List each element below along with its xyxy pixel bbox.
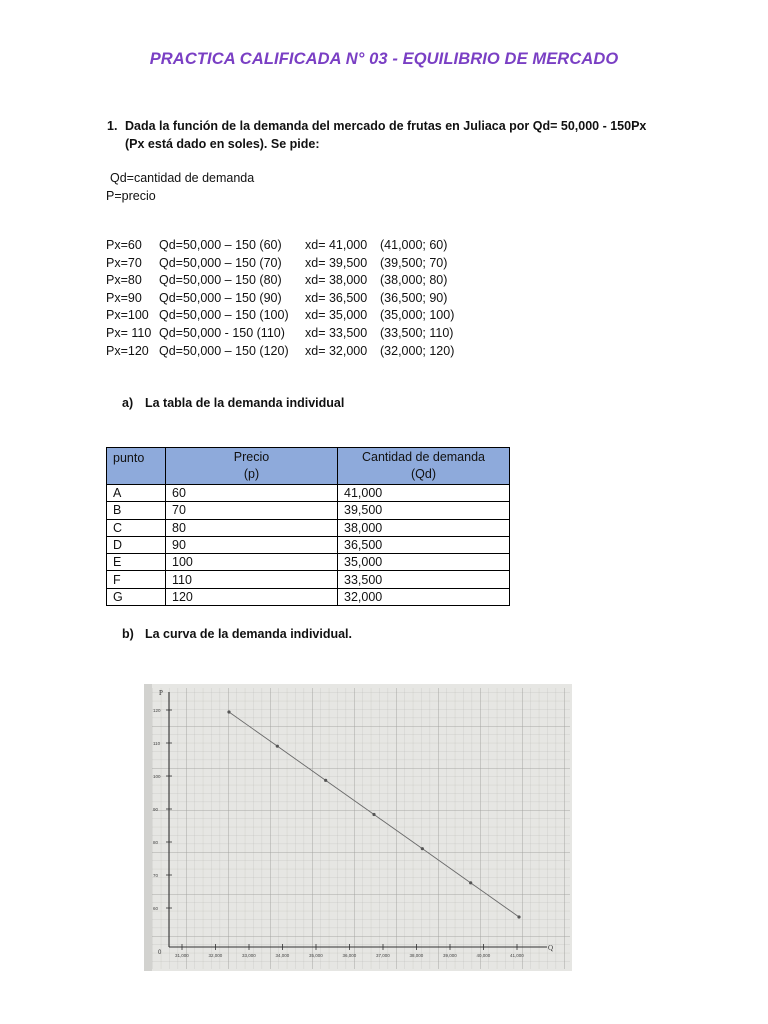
- calc-px: Px=60: [106, 238, 142, 252]
- demand-point: [324, 779, 327, 782]
- demand-point: [469, 881, 472, 884]
- cell-cantidad: 33,500: [338, 571, 510, 588]
- calc-formula: Qd=50,000 – 150 (90): [159, 290, 282, 305]
- x-tick-label: 36,000: [342, 953, 357, 958]
- calc-point: (41,000; 60): [380, 238, 448, 252]
- cell-punto: D: [107, 536, 166, 553]
- y-tick-label: 80: [153, 840, 159, 845]
- x-tick-label: 40,000: [476, 953, 491, 958]
- table-header-row: [107, 448, 510, 485]
- header-precio: [166, 448, 338, 485]
- calc-point: (36,500; 90): [380, 290, 448, 305]
- question-text: Dada la función de la demanda del mercado de frutas en Juliaca por Qd= 50,000 - 150Px (Px está dado en soles). Se pide:: [125, 119, 647, 151]
- calc-px: Px=120: [106, 343, 149, 358]
- calc-point: (38,000; 80): [380, 273, 448, 288]
- cell-cantidad: 39,500: [338, 502, 510, 519]
- origin-label: 0: [158, 950, 162, 956]
- table-row: [107, 588, 510, 605]
- cell-cantidad: 35,000: [338, 554, 510, 571]
- header-punto: [107, 448, 166, 485]
- definition-qd: Qd=cantidad de demanda: [110, 171, 255, 185]
- question-number: 1.: [107, 119, 118, 133]
- y-tick-label: 90: [153, 807, 159, 812]
- calc-formula: Qd=50,000 - 150 (110): [159, 325, 285, 340]
- table-row: [107, 571, 510, 588]
- cell-punto: A: [107, 485, 166, 502]
- calc-formula: Qd=50,000 – 150 (100): [159, 308, 289, 323]
- demand-point: [421, 847, 424, 850]
- paper-edge: [144, 684, 152, 971]
- header-precio-label: Precio: [233, 450, 270, 464]
- x-tick-label: 33,000: [242, 953, 256, 958]
- cell-punto: E: [107, 554, 166, 571]
- grid-coarse: [152, 688, 570, 969]
- calc-px: Px=70: [106, 255, 142, 270]
- demand-point: [517, 915, 520, 918]
- document-title: PRACTICA CALIFICADA N° 03 - EQUILIBRIO DE MERCADO: [149, 50, 619, 68]
- cell-cantidad: 32,000: [338, 588, 510, 605]
- x-tick-label: 34,000: [275, 953, 290, 958]
- header-cantidad: [338, 448, 510, 485]
- calc-px: Px=100: [106, 308, 149, 323]
- x-tick-label: 38,000: [409, 953, 424, 958]
- calc-xd: xd= 32,000: [305, 343, 368, 358]
- header-punto-label: punto: [113, 451, 145, 465]
- cell-precio: 100: [166, 554, 338, 571]
- demand-curve-chart: [144, 684, 572, 971]
- calc-px: Px=90: [106, 290, 142, 305]
- x-tick-label: 35,000: [309, 953, 323, 958]
- header-cantidad-unit: (Qd): [411, 467, 436, 481]
- cell-punto: B: [107, 502, 166, 519]
- section-a-letter: a): [122, 396, 134, 410]
- calc-formula: Qd=50,000 – 150 (120): [159, 343, 289, 358]
- calc-point: (39,500; 70): [380, 255, 448, 270]
- table-row: [107, 536, 510, 553]
- cell-cantidad: 41,000: [338, 485, 510, 502]
- y-tick-label: 70: [153, 873, 159, 878]
- cell-precio: 60: [166, 485, 338, 502]
- header-precio-unit: (p): [243, 467, 260, 481]
- demand-table: [106, 447, 510, 606]
- definitions: [106, 169, 254, 205]
- calc-point: (35,000; 100): [380, 308, 455, 323]
- calc-formula: Qd=50,000 – 150 (70): [159, 255, 282, 270]
- cell-cantidad: 36,500: [338, 536, 510, 553]
- demand-point: [372, 813, 375, 816]
- cell-precio: 70: [166, 502, 338, 519]
- cell-punto: G: [107, 588, 166, 605]
- x-tick-label: 31,000: [175, 953, 189, 958]
- header-cantidad-label: Cantidad de demanda: [361, 450, 485, 464]
- x-tick-label: 32,000: [208, 953, 223, 958]
- x-tick-label: 37,000: [376, 953, 390, 958]
- calc-formula: Qd=50,000 – 150 (80): [159, 273, 282, 288]
- section-b-letter: b): [122, 627, 134, 641]
- section-b-label: La curva de la demanda individual.: [145, 627, 353, 641]
- section-a-heading: [122, 396, 344, 410]
- y-tick-label: 120: [153, 708, 161, 713]
- x-tick-label: 41,000: [510, 953, 524, 958]
- x-axis-letter: Q: [548, 944, 554, 952]
- cell-cantidad: 38,000: [338, 519, 510, 536]
- definition-p: P=precio: [106, 189, 156, 203]
- y-tick-label: 110: [153, 741, 161, 746]
- demand-point: [276, 745, 279, 748]
- calc-xd: xd= 35,000: [305, 308, 368, 323]
- demand-curve-photo: [144, 684, 572, 971]
- calc-xd: xd= 39,500: [305, 255, 368, 270]
- cell-precio: 90: [166, 536, 338, 553]
- y-tick-label: 100: [153, 774, 161, 779]
- table-row: [107, 554, 510, 571]
- y-tick-label: 60: [153, 906, 159, 911]
- cell-punto: F: [107, 571, 166, 588]
- calc-formula: Qd=50,000 – 150 (60): [159, 238, 282, 252]
- y-axis-letter: P: [159, 689, 163, 697]
- demand-point: [227, 710, 230, 713]
- calc-point: (33,500; 110): [380, 325, 454, 340]
- cell-punto: C: [107, 519, 166, 536]
- cell-precio: 80: [166, 519, 338, 536]
- calc-xd: xd= 36,500: [305, 290, 368, 305]
- table-row: [107, 502, 510, 519]
- calc-xd: xd= 38,000: [305, 273, 368, 288]
- table-row: [107, 519, 510, 536]
- cell-precio: 110: [166, 571, 338, 588]
- x-tick-label: 39,000: [443, 953, 457, 958]
- calc-px: Px=80: [106, 273, 142, 288]
- cell-precio: 120: [166, 588, 338, 605]
- section-a-label: La tabla de la demanda individual: [145, 396, 345, 410]
- table-row: [107, 485, 510, 502]
- calc-point: (32,000; 120): [380, 343, 455, 358]
- calc-px: Px= 110: [106, 325, 152, 340]
- question-1: [107, 117, 667, 153]
- calc-xd: xd= 33,500: [305, 325, 368, 340]
- section-b-heading: [122, 627, 352, 641]
- calc-xd: xd= 41,000: [305, 238, 368, 252]
